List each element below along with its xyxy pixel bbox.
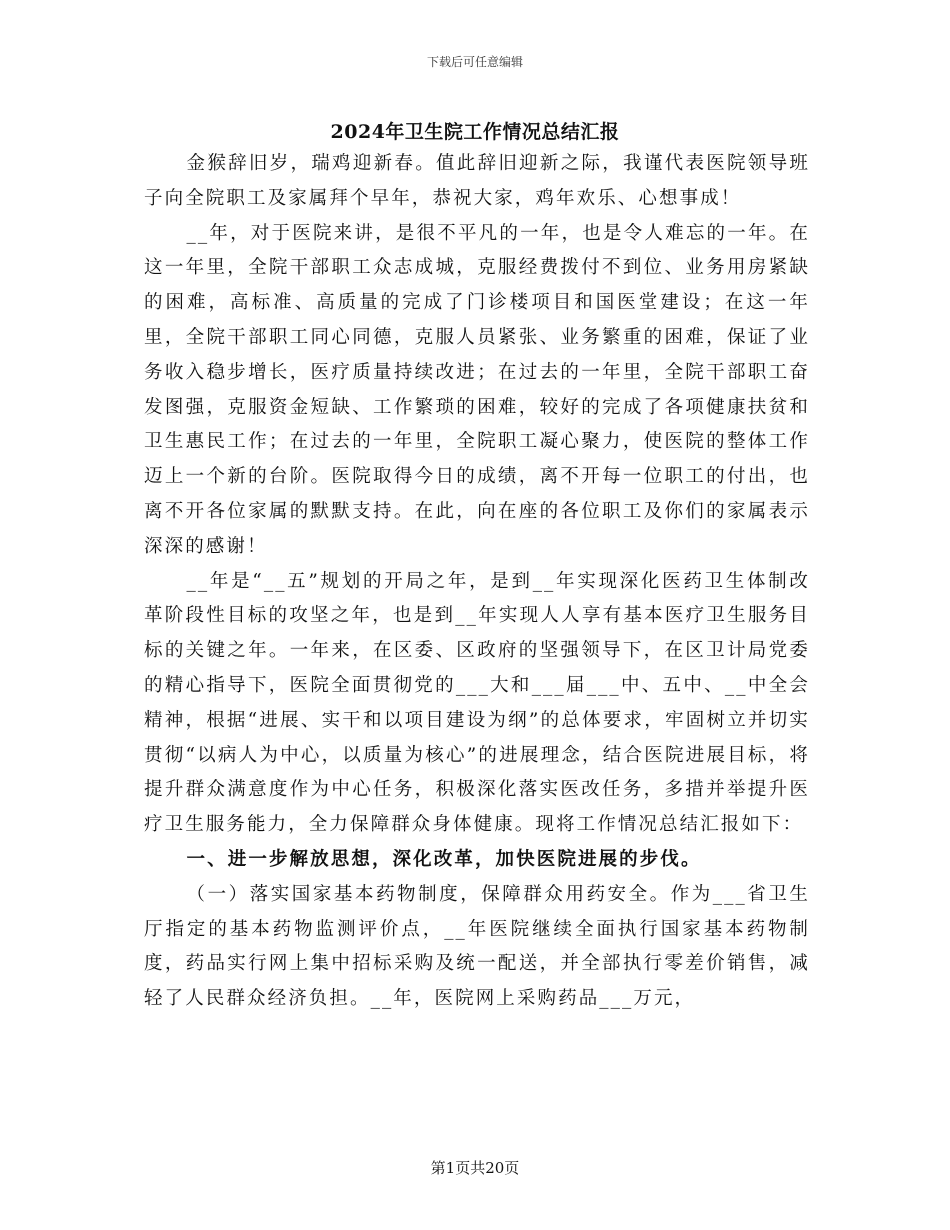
paragraph-overview: __年是“__五”规划的开局之年，是到__年实现深化医药卫生体制改革阶段性目标的攻坚之年，也是到__年实现人人享有基本医疗卫生服务目标的关键之年。一年来，在区委、区政府的坚强领导下，在区卫计局党委的精心指导下，医院全面贯彻党的___大和___届___中、五中、__中全会精神，根据“进展、实干和以项目建设为纲”的总体要求，牢固树立并切实贯彻“以病人为中心，以质量为核心”的进展理念，结合医院进展目标，将提升群众满意度作为中心任务，积极深化落实医改任务，多措并举提升医疗卫生服务能力，全力保障群众身体健康。现将工作情况总结汇报如下： [144, 570, 810, 836]
paragraph-greeting: 金猴辞旧岁，瑞鸡迎新春。值此辞旧迎新之际，我谨代表医院领导班子向全院职工及家属拜个早年，恭祝大家，鸡年欢乐、心想事成！ [144, 153, 810, 209]
document-title: 2024年卫生院工作情况总结汇报 [330, 121, 620, 143]
section-heading: 一、进一步解放思想，深化改革，加快医院进展的步伐。 [186, 848, 702, 870]
page-number: 第1页共20页 [430, 1159, 520, 1177]
paragraph-year-review: __年，对于医院来讲，是很不平凡的一年，也是令人难忘的一年。在这一年里，全院干部职工众志成城，克服经费拨付不到位、业务用房紧缺的困难，高标准、高质量的完成了门诊楼项目和国医堂建设；在这一年里，全院干部职工同心同德，克服人员紧张、业务繁重的困难，保证了业务收入稳步增长，医疗质量持续改进；在过去的一年里，全院干部职工奋发图强，克服资金短缺、工作繁琐的困难，较好的完成了各项健康扶贫和卫生惠民工作；在过去的一年里，全院职工凝心聚力，使医院的整体工作迈上一个新的台阶。医院取得今日的成绩，离不开每一位职工的付出，也离不开各位家属的默默支持。在此，向在座的各位职工及你们的家属表示深深的感谢！ [144, 222, 810, 557]
header-note: 下载后可任意编辑 [426, 55, 523, 69]
paragraph-drug-system: （一）落实国家基本药物制度，保障群众用药安全。作为___省卫生厅指定的基本药物监测评价点，__年医院继续全面执行国家基本药物制度，药品实行网上集中招标采购及统一配送，并全部执行零差价销售，减轻了人民群众经济负担。__年，医院网上采购药品___万元， [144, 883, 810, 1010]
document-body [144, 147, 810, 1017]
